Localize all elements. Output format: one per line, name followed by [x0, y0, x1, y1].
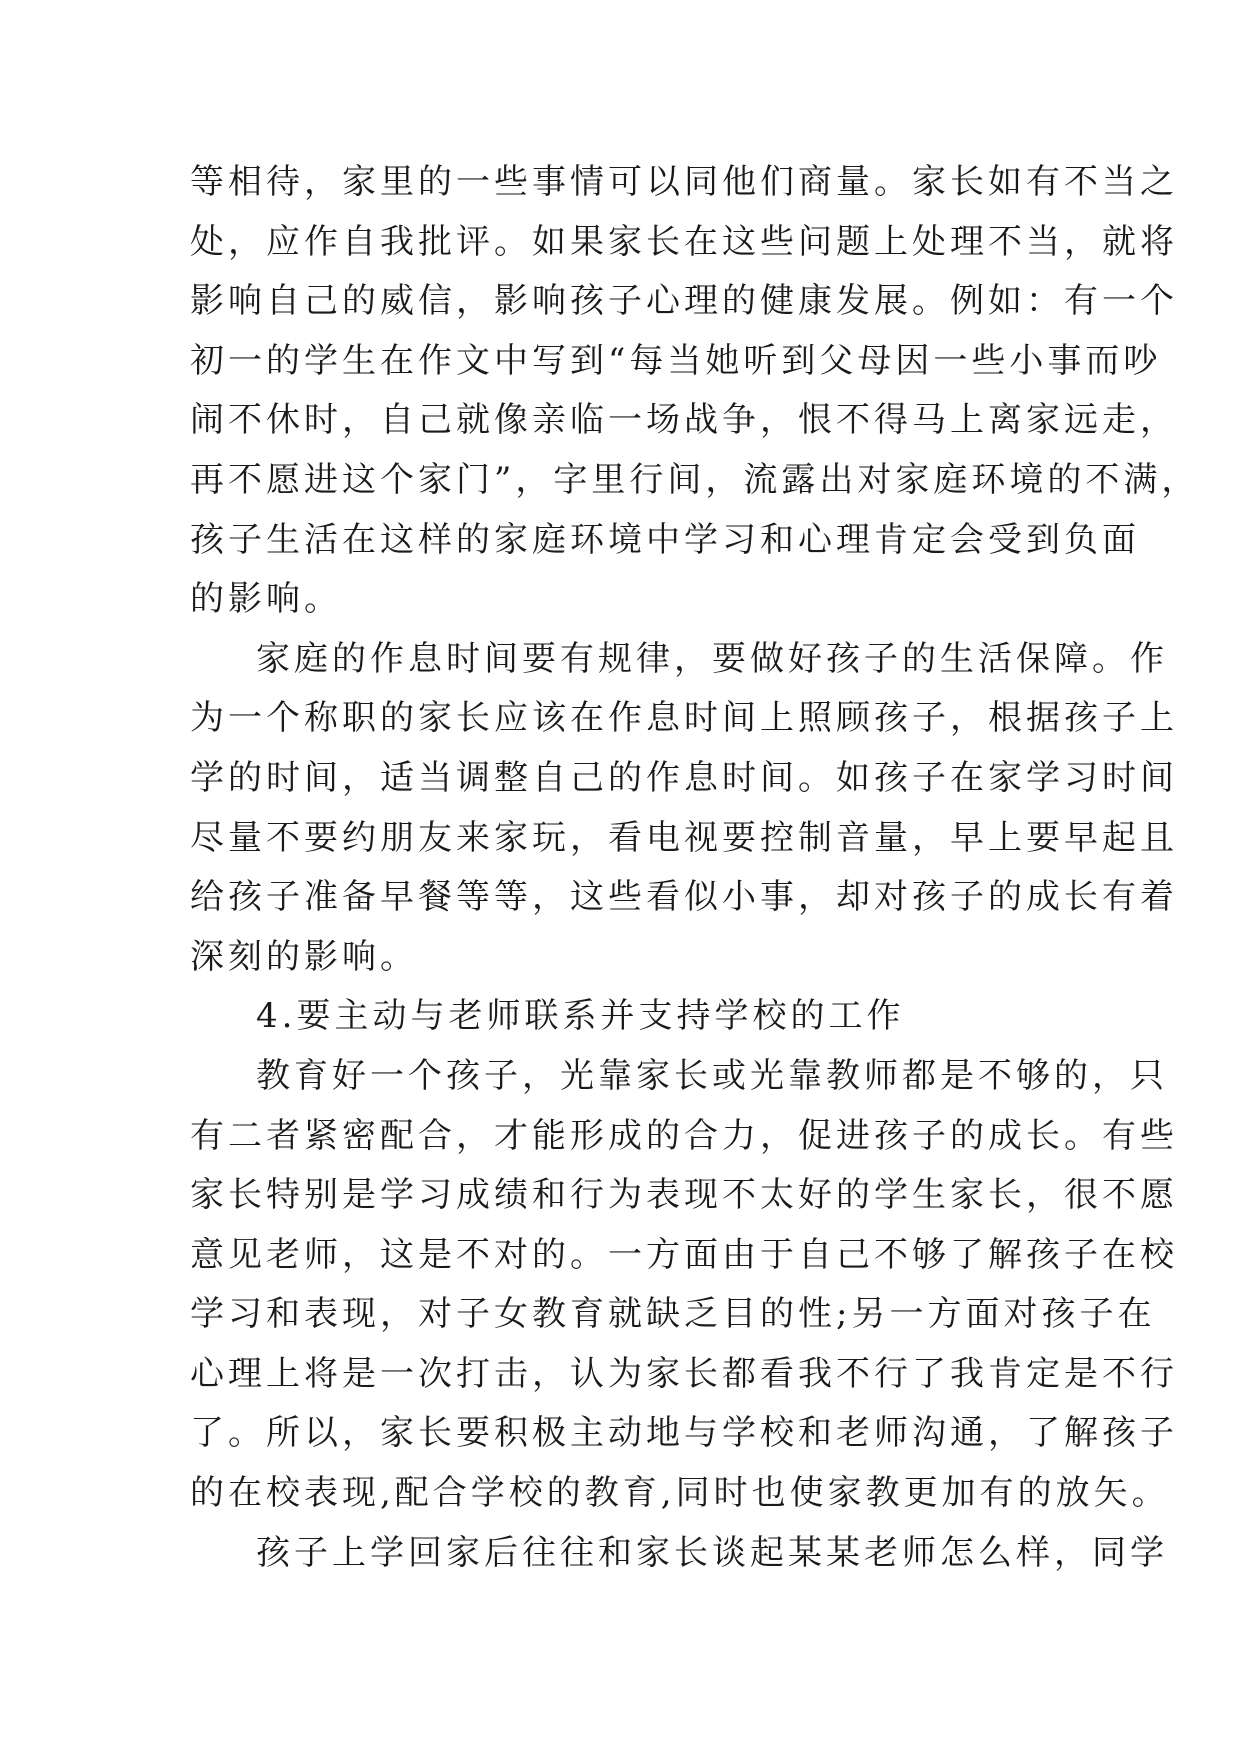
text-line: 尽量不要约朋友来家玩，看电视要控制音量，早上要早起且: [190, 817, 1178, 858]
text-line: 孩子生活在这样的家庭环境中学习和心理肯定会受到负面: [190, 519, 1140, 560]
text-line: 家长特别是学习成绩和行为表现不太好的学生家长，很不愿: [190, 1175, 1178, 1216]
text-line: 给孩子准备早餐等等，这些看似小事，却对孩子的成长有着: [190, 877, 1178, 918]
document-body: [190, 153, 1200, 1583]
text-line: 的影响。: [190, 579, 342, 620]
text-line: 影响自己的威信，影响孩子心理的健康发展。例如：有一个: [190, 281, 1178, 322]
text-line: 为一个称职的家长应该在作息时间上照顾孩子，根据孩子上: [190, 698, 1178, 739]
text-line: 初一的学生在作文中写到“每当她听到父母因一些小事而吵: [190, 340, 1162, 381]
text-line: 了。所以，家长要积极主动地与学校和老师沟通，了解孩子: [190, 1413, 1178, 1454]
text-line: 等相待，家里的一些事情可以同他们商量。家长如有不当之: [190, 162, 1178, 202]
text-line: 有二者紧密配合，才能形成的合力，促进孩子的成长。有些: [190, 1115, 1178, 1156]
text-line: 再不愿进这个家门”，字里行间，流露出对家庭环境的不满，: [190, 459, 1200, 500]
text-line: 处，应作自我批评。如果家长在这些问题上处理不当，就将: [190, 221, 1178, 262]
text-line: 意见老师，这是不对的。一方面由于自己不够了解孩子在校: [190, 1234, 1178, 1275]
text-line: 学的时间，适当调整自己的作息时间。如孩子在家学习时间: [190, 757, 1178, 798]
text-line: 教育好一个孩子，光靠家长或光靠教师都是不够的，只: [256, 1055, 1168, 1096]
text-line: 的在校表现,配合学校的教育,同时也使家教更加有的放矢。: [190, 1473, 1170, 1514]
text-line: 闹不休时，自己就像亲临一场战争，恨不得马上离家远走，: [190, 400, 1178, 441]
text-line: 家庭的作息时间要有规律，要做好孩子的生活保障。作: [256, 638, 1168, 679]
text-line: 4.要主动与老师联系并支持学校的工作: [256, 996, 905, 1037]
text-line: 深刻的影响。: [190, 936, 418, 977]
text-line: 学习和表现，对子女教育就缺乏目的性;另一方面对孩子在: [190, 1294, 1156, 1335]
text-line: 孩子上学回家后往往和家长谈起某某老师怎么样，同学: [256, 1532, 1168, 1573]
text-line: 心理上将是一次打击，认为家长都看我不行了我肯定是不行: [190, 1353, 1178, 1394]
